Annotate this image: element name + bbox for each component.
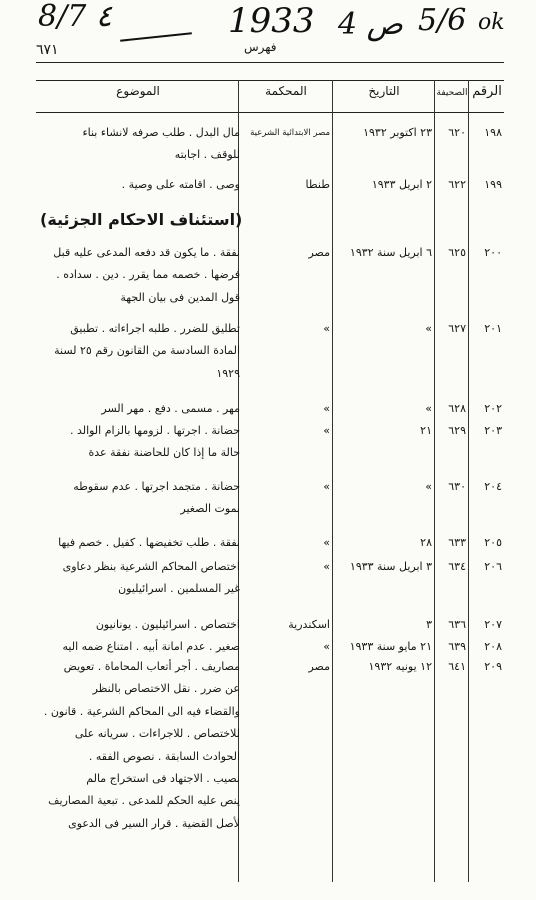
column-header-page: الصحيفة — [436, 88, 468, 98]
row-court: مصر — [308, 246, 330, 259]
row-date: ٢٨ — [420, 536, 432, 549]
row-court: » — [323, 322, 330, 335]
row-number: ٢٠٨ — [484, 640, 502, 653]
row-subject-line: لأصل القضية . قرار السير فى الدعوى — [68, 816, 240, 830]
row-number: ٢٠٥ — [484, 536, 502, 549]
row-page: ٦٤١ — [448, 660, 466, 673]
row-court: اسكندرية — [288, 618, 330, 631]
row-subject-line: قول المدين فى بيان الجهة — [120, 290, 240, 304]
handwritten-fraction: 5/6 — [418, 3, 467, 38]
row-subject-line: عن ضرر . نقل الاختصاص بالنظر — [92, 682, 240, 696]
row-page: ٦٢٧ — [448, 322, 466, 335]
row-court: مصر — [308, 660, 330, 673]
column-divider — [468, 80, 469, 882]
row-subject-line: اختصاص . اسرائيليون . يونانيون — [95, 618, 240, 631]
row-number: ٢٠٩ — [484, 660, 502, 673]
handwritten-ok: ok — [478, 10, 505, 35]
row-subject-line: ينص عليه الحكم للمدعى . تبعية المصاريف — [48, 794, 240, 808]
row-subject-line: للاختصاص . للاجراءات . سريانه على — [74, 727, 240, 741]
row-court: طنطا — [305, 178, 330, 191]
row-page: ٦٣٦ — [448, 618, 466, 631]
row-subject-line: اختصاص المحاكم الشرعية بنظر دعاوى — [62, 560, 240, 573]
row-date: ٣ ابريل سنة ١٩٣٣ — [349, 560, 432, 573]
section-heading: (استئناف الاحكام الجزئية) — [40, 210, 243, 229]
row-page: ٦٣٠ — [448, 480, 466, 493]
handwritten-note: 8/7 ٤ — [38, 0, 112, 34]
row-number: ٢٠٧ — [484, 618, 502, 631]
column-header-subject: الموضوع — [116, 84, 160, 98]
row-number: ٢٠٢ — [484, 402, 502, 415]
row-page: ٦٣٤ — [448, 560, 466, 573]
handwritten-note: 4 ص — [338, 7, 403, 42]
row-subject-line: تطليق للضرر . طلبه اجراءاته . تطبيق — [70, 322, 240, 335]
row-subject-line: نصيب . الاجتهاد فى استخراج مالم — [86, 772, 240, 785]
row-date: ٢ ابريل ١٩٣٣ — [371, 178, 432, 191]
column-header-number: الرقم — [472, 84, 502, 99]
column-divider — [434, 80, 435, 882]
row-court: » — [323, 424, 330, 437]
row-subject-line: وصى . اقامته على وصية . — [121, 178, 240, 191]
row-subject-line: حضانة . اجرتها . لزومها بالزام الوالد . — [69, 424, 240, 437]
column-divider — [332, 80, 333, 882]
row-subject-line: فرضها . خصمه مما يقرر . دين . سداده . — [56, 268, 240, 282]
row-subject-line: حالة ما إذا كان للحاضنة نفقة عدة — [88, 446, 240, 460]
row-number: ٢٠١ — [484, 322, 502, 335]
top-rule — [36, 62, 504, 63]
row-page: ٦٣٩ — [448, 640, 466, 653]
row-number: ٢٠٣ — [484, 424, 502, 437]
row-court: » — [323, 560, 330, 573]
row-page: ٦٢٩ — [448, 424, 466, 437]
row-subject-line: مصاريف . أجر أتعاب المحاماة . تعويض — [63, 660, 240, 673]
row-page: ٦٢٥ — [448, 246, 466, 259]
row-subject-line: مهر . مسمى . دفع . مهر السر — [101, 402, 240, 415]
row-date: » — [425, 480, 432, 493]
row-date: ٢١ — [420, 424, 432, 437]
row-subject-line: حضانة . متجمد اجرتها . عدم سقوطه — [73, 480, 240, 493]
row-number: ١٩٩ — [484, 178, 502, 191]
row-number: ٢٠٤ — [484, 480, 502, 493]
column-header-court: المحكمة — [265, 84, 307, 98]
row-date: » — [425, 402, 432, 415]
handwritten-year: 1933 — [228, 1, 315, 41]
row-court: » — [323, 536, 330, 549]
row-court: » — [323, 480, 330, 493]
row-date: ٦ ابريل سنة ١٩٣٢ — [349, 246, 432, 259]
row-page: ٦٣٣ — [448, 536, 466, 549]
row-number: ٢٠٦ — [484, 560, 502, 573]
row-date: ١٢ يونيه ١٩٣٢ — [368, 660, 432, 673]
row-page: ٦٢٨ — [448, 402, 466, 415]
row-court: مصر الابتدائية الشرعية — [250, 128, 330, 138]
row-subject-line: ١٩٢٩ — [216, 366, 240, 380]
row-subject-line: غير المسلمين . اسرائيليون — [118, 582, 240, 596]
row-page: ٦٢٠ — [448, 126, 466, 139]
row-subject-line: نفقة . طلب تخفيضها . كفيل . خصم فيها — [58, 536, 240, 549]
row-court: » — [323, 640, 330, 653]
row-subject-line: نفقة . ما يكون قد دفعه المدعى عليه قبل — [53, 246, 240, 259]
row-subject-line: الحوادث السابقة . نصوص الفقه . — [88, 749, 240, 763]
column-header-date: التاريخ — [368, 84, 400, 98]
row-number: ٢٠٠ — [484, 246, 502, 259]
row-subject-line: صغير . عدم امانة أبيه . امتناع ضمه اليه — [62, 640, 240, 653]
handwritten-stroke — [120, 32, 192, 42]
row-date: » — [425, 322, 432, 335]
row-date: ٢١ مايو سنة ١٩٣٣ — [349, 640, 432, 653]
row-number: ١٩٨ — [484, 126, 502, 139]
page-number: ٦٧١ — [36, 42, 59, 58]
page-title: فهرس — [244, 40, 277, 54]
row-subject-line: والقضاء فيه الى المحاكم الشرعية . قانون . — [43, 704, 240, 718]
row-subject-line: بموت الصغير — [180, 502, 240, 516]
row-date: ٢٣ اكتوبر ١٩٣٢ — [363, 126, 432, 139]
row-court: » — [323, 402, 330, 415]
row-page: ٦٢٢ — [448, 178, 466, 191]
row-subject-line: مال البدل . طلب صرفه لانشاء بناء — [82, 126, 240, 139]
row-subject-line: للوقف . اجابته — [174, 148, 240, 162]
row-date: ٣ — [426, 618, 432, 631]
row-subject-line: المادة السادسة من القانون رقم ٢٥ لسنة — [54, 344, 240, 358]
